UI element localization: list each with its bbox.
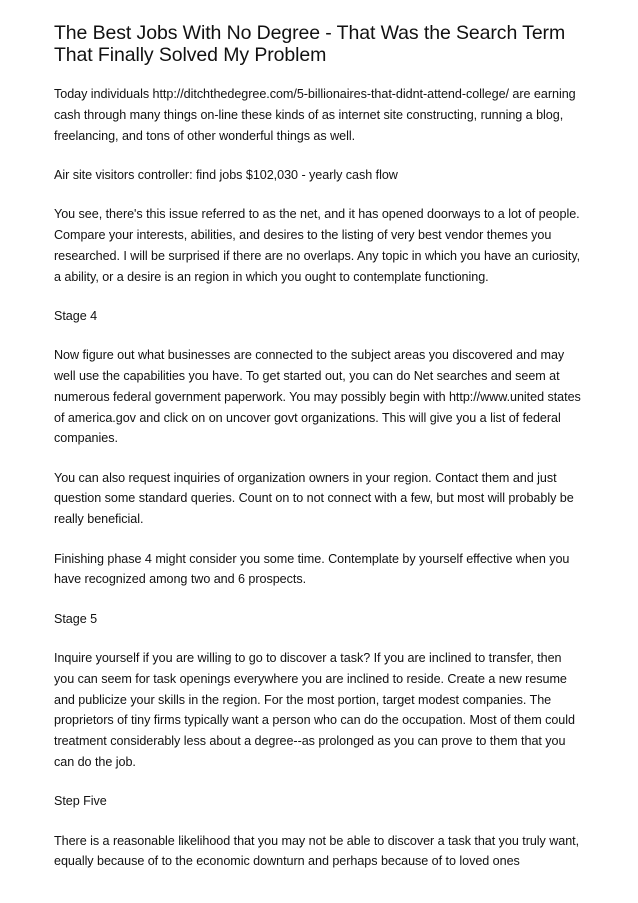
paragraph: There is a reasonable likelihood that you may not be able to discover a task that you truly want, equally because of to the economic downturn and perhaps because of to loved ones	[54, 833, 580, 869]
paragraph: Today individuals http://ditchthedegree.com/5-billionaires-that-didnt-attend-college/ are earning cash through many things on-line these kinds of as internet site constructing, running a blog, freelancing, and tons of other wonderful things as well.	[54, 87, 576, 143]
section-heading: Stage 5	[54, 611, 98, 626]
section-heading: Step Five	[54, 794, 107, 809]
paragraph: Inquire yourself if you are willing to go to discover a task? If you are inclined to transfer, then you can seem for task openings everywhere you are inclined to reside. Create a new resume and publicize your skills in the region. For the most portion, target modest companies. The proprietors of tiny firms typically want a person who can do the occupation. Most of them could treatment considerably less about a degree--as prolonged as you can prove to them that you can do the job.	[54, 650, 575, 769]
paragraph: Air site visitors controller: find jobs $102,030 - yearly cash flow	[54, 167, 398, 182]
document-page	[54, 22, 584, 891]
paragraph: You see, there's this issue referred to as the net, and it has opened doorways to a lot of people. Compare your interests, abilities, and desires to the listing of very best vendor themes you researched. I will be surprised if there are no overlaps. Any topic in which you have an curiosity, a ability, or a desire is an region in which you ought to contemplate functioning.	[54, 207, 581, 284]
paragraph: Finishing phase 4 might consider you some time. Contemplate by yourself effective when you have recognized among two and 6 prospects.	[54, 551, 570, 587]
paragraph: Now figure out what businesses are connected to the subject areas you discovered and may well use the capabilities you have. To get started out, you can do Net searches and seem at numerous federal government paperwork. You may possibly begin with http://www.united states of america.gov and click on on uncover govt organizations. This will give you a list of federal companies.	[54, 348, 581, 446]
section-heading: Stage 4	[54, 308, 98, 323]
paragraph: You can also request inquiries of organization owners in your region. Contact them and just question some standard queries. Count on to not connect with a few, but most will probably be really beneficial.	[54, 470, 574, 527]
document-title: The Best Jobs With No Degree - That Was the Search Term That Finally Solved My Problem	[54, 22, 566, 66]
